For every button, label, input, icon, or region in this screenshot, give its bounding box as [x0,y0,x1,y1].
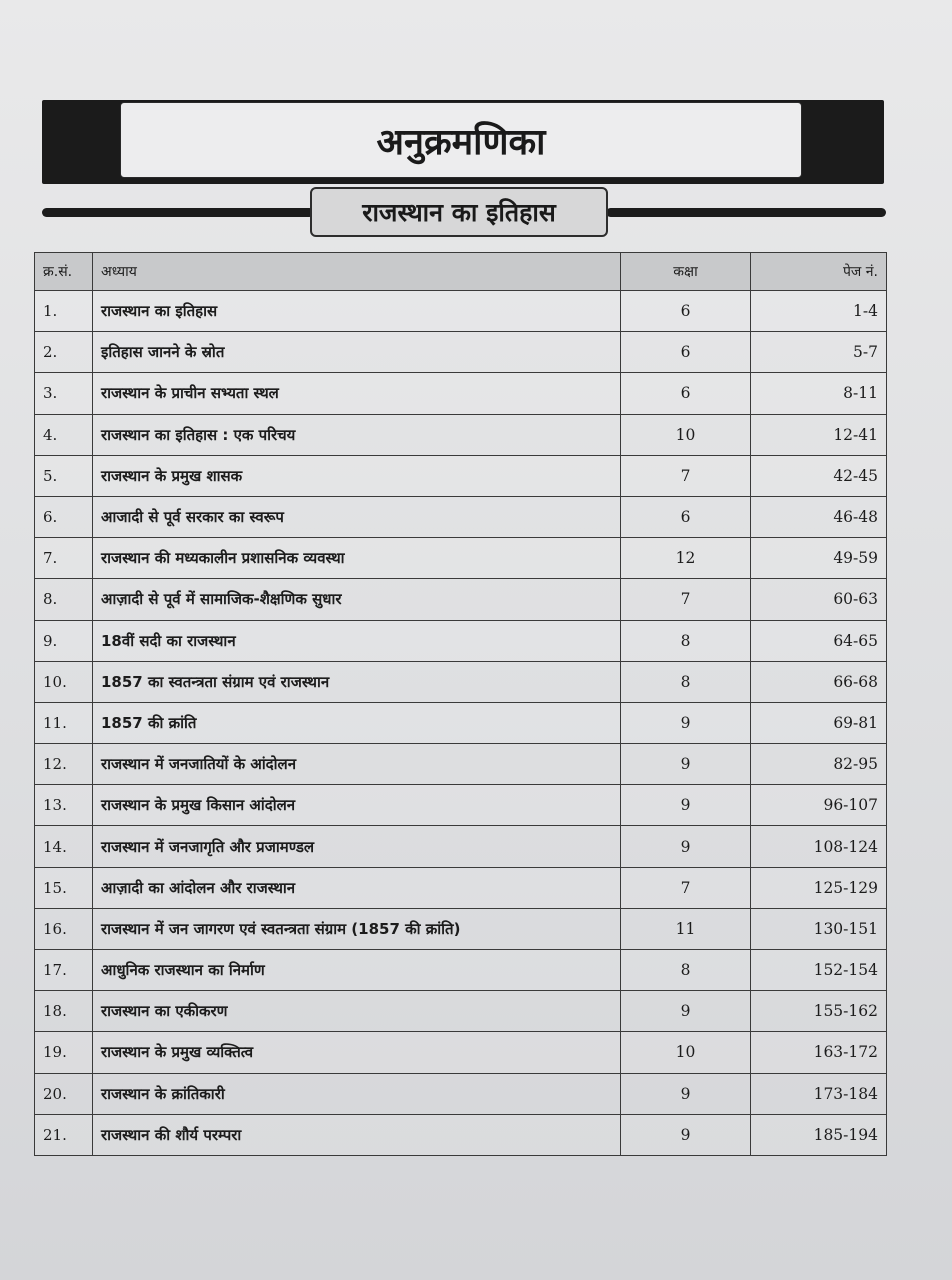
table-row [35,373,887,414]
row-serial: 2. [35,332,93,373]
row-page: 46-48 [751,496,887,537]
row-page: 173-184 [751,1073,887,1114]
row-class: 7 [621,579,751,620]
row-chapter: राजस्थान की शौर्य परम्परा [93,1114,621,1155]
header-serial: क्र.सं. [35,253,93,291]
table-row [35,867,887,908]
table-row [35,496,887,537]
row-serial: 4. [35,414,93,455]
row-serial: 6. [35,496,93,537]
row-class: 9 [621,826,751,867]
row-chapter: 18वीं सदी का राजस्थान [93,620,621,661]
row-serial: 20. [35,1073,93,1114]
header-chapter: अध्याय [93,253,621,291]
row-chapter: राजस्थान का इतिहास : एक परिचय [93,414,621,455]
row-chapter: आज़ादी का आंदोलन और राजस्थान [93,867,621,908]
row-chapter: 1857 की क्रांति [93,702,621,743]
header-class: कक्षा [621,253,751,291]
row-chapter: राजस्थान के प्राचीन सभ्यता स्थल [93,373,621,414]
row-serial: 12. [35,744,93,785]
row-page: 1-4 [751,291,887,332]
table-row [35,414,887,455]
row-page: 96-107 [751,785,887,826]
table-row [35,702,887,743]
table-row [35,620,887,661]
row-serial: 21. [35,1114,93,1155]
row-serial: 9. [35,620,93,661]
row-serial: 16. [35,908,93,949]
row-class: 9 [621,702,751,743]
row-class: 8 [621,950,751,991]
row-page: 82-95 [751,744,887,785]
row-serial: 10. [35,661,93,702]
table-row [35,1032,887,1073]
table-row [35,744,887,785]
row-page: 66-68 [751,661,887,702]
table-row [35,332,887,373]
divider-left [42,208,314,217]
row-class: 6 [621,332,751,373]
table-row [35,661,887,702]
row-class: 9 [621,744,751,785]
row-chapter: राजस्थान का एकीकरण [93,991,621,1032]
row-class: 10 [621,414,751,455]
row-serial: 13. [35,785,93,826]
row-class: 7 [621,867,751,908]
table-row [35,1114,887,1155]
row-serial: 8. [35,579,93,620]
row-chapter: राजस्थान में जनजातियों के आंदोलन [93,744,621,785]
row-class: 6 [621,496,751,537]
row-page: 108-124 [751,826,887,867]
table-row [35,455,887,496]
row-serial: 1. [35,291,93,332]
table-row [35,785,887,826]
header-page: पेज नं. [751,253,887,291]
row-chapter: राजस्थान की मध्यकालीन प्रशासनिक व्यवस्था [93,538,621,579]
row-serial: 5. [35,455,93,496]
row-class: 9 [621,991,751,1032]
row-serial: 3. [35,373,93,414]
row-serial: 15. [35,867,93,908]
table-row [35,1073,887,1114]
contents-table [34,252,887,1156]
row-chapter: राजस्थान के प्रमुख व्यक्तित्व [93,1032,621,1073]
row-page: 49-59 [751,538,887,579]
row-page: 42-45 [751,455,887,496]
row-class: 10 [621,1032,751,1073]
row-page: 125-129 [751,867,887,908]
page-title: अनुक्रमणिका [120,102,802,178]
row-page: 5-7 [751,332,887,373]
row-chapter: 1857 का स्वतन्त्रता संग्राम एवं राजस्थान [93,661,621,702]
row-chapter: आज़ादी से पूर्व में सामाजिक-शैक्षणिक सुधार [93,579,621,620]
row-page: 60-63 [751,579,887,620]
row-serial: 14. [35,826,93,867]
row-serial: 18. [35,991,93,1032]
row-page: 12-41 [751,414,887,455]
row-page: 8-11 [751,373,887,414]
table-row [35,826,887,867]
row-serial: 19. [35,1032,93,1073]
row-class: 6 [621,373,751,414]
divider-right [606,208,886,217]
table-row [35,538,887,579]
row-chapter: राजस्थान के क्रांतिकारी [93,1073,621,1114]
table-row [35,908,887,949]
row-chapter: राजस्थान के प्रमुख शासक [93,455,621,496]
row-page: 185-194 [751,1114,887,1155]
table-row [35,991,887,1032]
row-chapter: राजस्थान में जन जागरण एवं स्वतन्त्रता संग्राम (1857 की क्रांति) [93,908,621,949]
row-serial: 17. [35,950,93,991]
table-row [35,579,887,620]
row-serial: 7. [35,538,93,579]
row-chapter: आधुनिक राजस्थान का निर्माण [93,950,621,991]
table-body [35,291,887,1156]
row-page: 155-162 [751,991,887,1032]
row-class: 12 [621,538,751,579]
table-header-row [35,253,887,291]
row-chapter: राजस्थान का इतिहास [93,291,621,332]
row-chapter: इतिहास जानने के स्रोत [93,332,621,373]
row-class: 6 [621,291,751,332]
row-chapter: राजस्थान के प्रमुख किसान आंदोलन [93,785,621,826]
row-class: 9 [621,785,751,826]
row-page: 64-65 [751,620,887,661]
row-class: 9 [621,1114,751,1155]
row-class: 8 [621,620,751,661]
row-class: 11 [621,908,751,949]
row-class: 8 [621,661,751,702]
table-row [35,950,887,991]
row-class: 9 [621,1073,751,1114]
table-row [35,291,887,332]
row-page: 163-172 [751,1032,887,1073]
row-page: 152-154 [751,950,887,991]
row-page: 69-81 [751,702,887,743]
row-serial: 11. [35,702,93,743]
section-title: राजस्थान का इतिहास [310,187,608,237]
row-chapter: आजादी से पूर्व सरकार का स्वरूप [93,496,621,537]
row-class: 7 [621,455,751,496]
row-chapter: राजस्थान में जनजागृति और प्रजामण्डल [93,826,621,867]
row-page: 130-151 [751,908,887,949]
